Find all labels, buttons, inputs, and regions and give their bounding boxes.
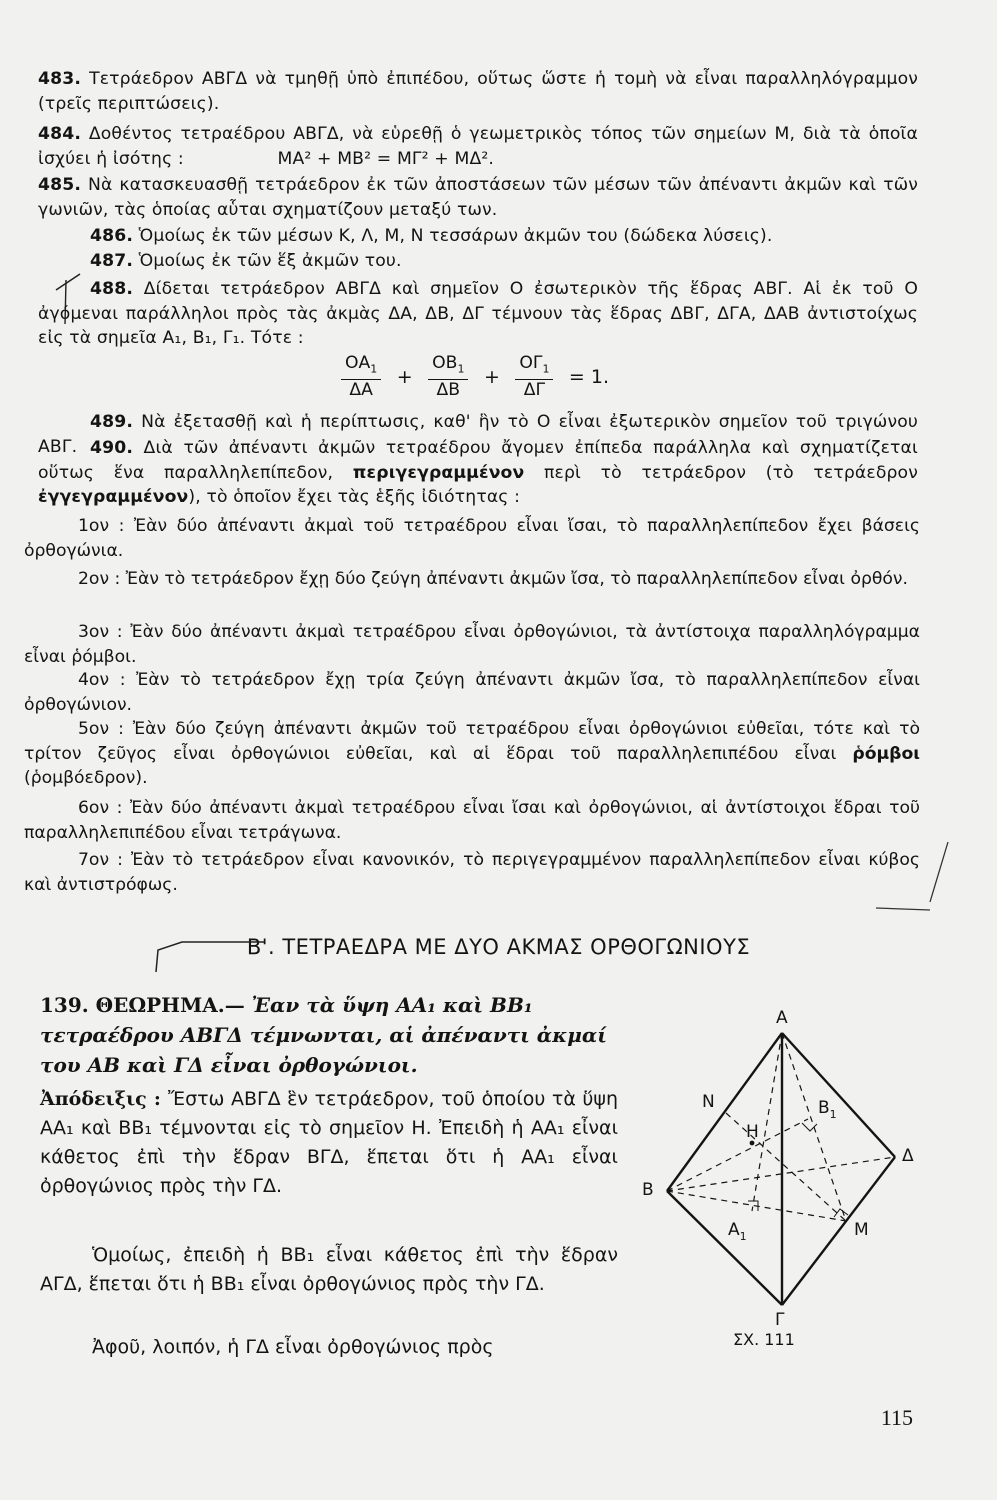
exercise-number: 486. (90, 226, 134, 246)
edge-ab (667, 1033, 782, 1191)
property-4 (24, 668, 920, 717)
label-a1: $A_1$ (728, 1220, 747, 1243)
fraction-og1-dg: $\frac{O\Gamma_1}{\Delta\Gamma}$ (515, 353, 553, 401)
bold-term: ῥόμβοι (852, 743, 920, 764)
exercise-484 (38, 122, 918, 171)
label-a: Α (776, 1008, 788, 1028)
exercise-488 (38, 277, 918, 351)
exercise-number: 490. (90, 438, 134, 458)
property-label: 4ον : (78, 670, 126, 690)
property-label: 5ον : (78, 719, 124, 739)
property-6 (24, 796, 920, 845)
exercise-number: 489. (90, 412, 134, 432)
proof-paragraph-3: Ἀφοῦ, λοιπόν, ἡ ΓΔ εἶναι ὀρθογώνιος πρὸς (92, 1336, 494, 1358)
property-7 (24, 848, 920, 897)
handwritten-margin-bracket (868, 838, 958, 928)
label-m: Μ (854, 1220, 869, 1240)
bold-term: περιγεγραμμένον (352, 462, 525, 483)
label-n: Ν (702, 1092, 715, 1112)
fraction-oa1-da: $\frac{OA_1}{\Delta A}$ (341, 353, 381, 401)
section-title: Β'. ΤΕΤΡΑΕΔΡΑ ΜΕ ΔΥΟ ΑΚΜΑΣ ΟΡΘΟΓΩΝΙΟΥΣ (246, 935, 751, 959)
exercise-text: Νὰ ἐξετασθῇ καὶ ἡ περίπτωσις, καθ' ἣν τὸ Ο εἶναι ἐξωτερικὸν σημεῖον τοῦ τριγώνου ΑΒΓ. (38, 412, 918, 457)
page-number: 115 (880, 1405, 913, 1430)
exercise-490: 490. Διὰ τῶν ἀπέναντι ἀκμῶν τετραέδρου ἄγομεν ἐπίπεδα παράλληλα καὶ σχηματίζεται οὕτως ἕνα παραλληλεπίπεδον, περιγεγραμμένον περὶ τὸ τετράεδρον (τὸ τετράεδρον ἐγγεγραμμένον), τὸ ὁποῖον ἔχει τὰς ἑξῆς ἰδιότητας : (38, 438, 918, 507)
exercise-text: Νὰ κατασκευασθῇ τετράεδρον ἐκ τῶν ἀποστάσεων τῶν μέσων τῶν ἀπέναντι ἀκμῶν καὶ τῶν γωνιῶν, τὰς ὁποίας αὗται σχηματίζουν μεταξύ των. (38, 175, 918, 220)
equation-488: $\frac{OA_1}{\Delta A}$ + $\frac{OB_1}{\Delta B}$ + $\frac{O\Gamma_1}{\Delta\Gamma}$ = 1. (38, 353, 918, 401)
bold-term: ἐγγεγραμμένον (38, 487, 189, 507)
label-b1: $B_1$ (818, 1098, 837, 1121)
property-3 (24, 620, 920, 669)
edge-bg (667, 1191, 782, 1305)
exercise-text: Ὁμοίως ἐκ τῶν μέσων Κ, Λ, Μ, Ν τεσσάρων ἀκμῶν του (δώδεκα λύσεις). (133, 226, 773, 246)
fraction-ob1-db: $\frac{OB_1}{\Delta B}$ (428, 353, 468, 401)
edge-ad (782, 1033, 895, 1157)
exercise-number: 483. (38, 69, 82, 89)
exercise-text: Διὰ τῶν ἀπέναντι ἀκμῶν τετραέδρου ἄγομεν ἐπίπεδα παράλληλα καὶ σχηματίζεται οὕτως ἕνα παραλληλεπίπεδον, (38, 438, 918, 483)
exercise-number: 488. (90, 279, 134, 299)
property-text: Ἐὰν δύο ζεύγη ἀπέναντι ἀκμῶν τοῦ τετραέδρου εἶναι ὀρθογώνιοι εὐθεῖαι, τότε καὶ τὸ τρίτον ζεῦγος εἶναι ὀρθογώνιοι εὐθεῖαι, καὶ αἱ ἕδραι τοῦ παραλληλεπιπέδου εἶναι (24, 719, 920, 764)
label-g: Γ (775, 1310, 785, 1330)
property-2 (24, 567, 920, 592)
tetrahedron-figure (630, 995, 930, 1330)
property-label: 2ον : (78, 569, 121, 589)
exercise-number: 487. (90, 251, 134, 271)
exercise-number: 485. (38, 175, 82, 195)
exercise-number: 484. (38, 124, 82, 144)
exercise-485 (38, 173, 918, 222)
property-text: Ἐὰν τὸ τετράεδρον ἔχῃ δύο ζεύγη ἀπέναντι ἀκμῶν ἴσα, τὸ παραλληλεπίπεδον εἶναι ὀρθόν. (120, 569, 908, 589)
exercise-487 (38, 249, 918, 274)
exercise-486 (38, 224, 918, 249)
property-1 (24, 514, 920, 563)
exercise-text: Ὁμοίως ἐκ τῶν ἕξ ἀκμῶν του. (133, 251, 402, 271)
property-text: Ἐὰν τὸ τετράεδρον εἶναι κανονικόν, τὸ περιγεγραμμένον παραλληλεπίπεδον εἶναι κύβος καὶ ἀντιστρόφως. (24, 850, 920, 895)
figure-caption: ΣΧ. 111 (733, 1330, 795, 1349)
proof-lead: Ἀπόδειξις : (40, 1088, 168, 1110)
property-text: Ἐὰν δύο ἀπέναντι ἀκμαὶ τοῦ τετραέδρου εἶναι ἴσαι, τὸ παραλληλεπίπεδον ἔχει βάσεις ὀρθογώνια. (24, 516, 920, 561)
line-nm (726, 1113, 846, 1221)
property-text: Ἐὰν δύο ἀπέναντι ἀκμαὶ τετραέδρου εἶναι ἴσαι καὶ ὀρθογώνιοι, αἱ ἀντίστοιχοι ἕδραι τοῦ παραλληλεπιπέδου εἶναι τετράγωνα. (24, 798, 920, 843)
label-b: Β (642, 1180, 654, 1200)
label-d: Δ (902, 1146, 914, 1166)
theorem-statement: Ἐαν τὰ ὕψη ΑΑ₁ καὶ ΒΒ₁ τετραέδρου ΑΒΓΔ τέμνωνται, αἱ ἀπέναντι ἀκμαί του ΑΒ καὶ ΓΔ εἶναι ὀρθογώνιοι. (40, 993, 607, 1077)
theorem-139 (40, 990, 620, 1080)
exercise-text: Τετράεδρον ΑΒΓΔ νὰ τμηθῇ ὑπὸ ἐπιπέδου, οὕτως ὥστε ἡ τομὴ νὰ εἶναι παραλληλόγραμμον (τρεῖς περιπτώσεις). (38, 69, 918, 114)
property-text: Ἐὰν τὸ τετράεδρον ἔχῃ τρία ζεύγη ἀπέναντι ἀκμῶν ἴσα, τὸ παραλληλεπίπεδον εἶναι ὀρθογώνιον. (24, 670, 920, 715)
theorem-heading: 139. ΘΕΩΡΗΜΑ.— (40, 993, 252, 1017)
property-label: 3ον : (78, 622, 123, 642)
proof-paragraph-2: Ὁμοίως, ἐπειδὴ ἡ ΒΒ₁ εἶναι κάθετος ἐπὶ τὴν ἕδραν ΑΓΔ, ἕπεται ὅτι ἡ ΒΒ₁ εἶναι ὀρθογώνιος πρὸς τὴν ΓΔ. (40, 1244, 618, 1295)
property-text: Ἐὰν δύο ἀπέναντι ἀκμαὶ τετραέδρου εἶναι ὀρθογώνιοι, τὰ ἀντίστοιχα παραλληλόγραμμα εἶναι ῥόμβοι. (24, 622, 920, 667)
label-h: Η (746, 1122, 759, 1142)
property-label: 7ον : (78, 850, 123, 870)
equation-484: ΜΑ² + ΜΒ² = ΜΓ² + ΜΔ². (277, 148, 495, 169)
exercise-text: Δοθέντος τετραέδρου ΑΒΓΔ, νὰ εὑρεθῇ ὁ γεωμετρικὸς τόπος τῶν σημείων Μ, διὰ τὰ ὁποῖα ἰσχύει ἡ ἰσότης : (38, 124, 918, 169)
exercise-text: Δίδεται τετράεδρον ΑΒΓΔ καὶ σημεῖον Ο ἐσωτερικὸν τῆς ἕδρας ΑΒΓ. Αἱ ἐκ τοῦ Ο ἀγόμεναι παράλληλοι πρὸς τὰς ἀκμὰς ΔΑ, ΔΒ, ΔΓ τέμνουν τὰς ἕδρας ΔΒΓ, ΔΓΑ, ΔΑΒ ἀντιστοίχως εἰς τὰ σημεῖα Α₁, Β₁, Γ₁. Τότε : (38, 279, 918, 348)
property-label: 1ον : (78, 516, 125, 536)
property-5: 5ον : Ἐὰν δύο ζεύγη ἀπέναντι ἀκμῶν τοῦ τετραέδρου εἶναι ὀρθογώνιοι εὐθεῖαι, τότε καὶ τὸ τρίτον ζεῦγος εἶναι ὀρθογώνιοι εὐθεῖαι, καὶ αἱ ἕδραι τοῦ παραλληλεπιπέδου εἶναι ῥόμβοι (ῥομβόεδρον). (24, 719, 920, 788)
exercise-483 (38, 67, 918, 116)
proof-paragraph-1: Ἀπόδειξις : Ἔστω ΑΒΓΔ ἓν τετράεδρον, τοῦ ὁποίου τὰ ὕψη ΑΑ₁ καὶ ΒΒ₁ τέμνονται εἰς τὸ σημεῖον Η. Ἐπειδὴ ἡ ΑΑ₁ εἶναι κάθετος ἐπὶ τὴν ἕδραν ΒΓΔ, ἕπεται ὅτι ἡ ΑΑ₁ εἶναι ὀρθογώνιος πρὸς τὴν ΓΔ. (40, 1088, 619, 1197)
edge-dg (782, 1157, 895, 1305)
handwritten-title-mark (152, 934, 270, 974)
property-label: 6ον : (78, 798, 123, 818)
